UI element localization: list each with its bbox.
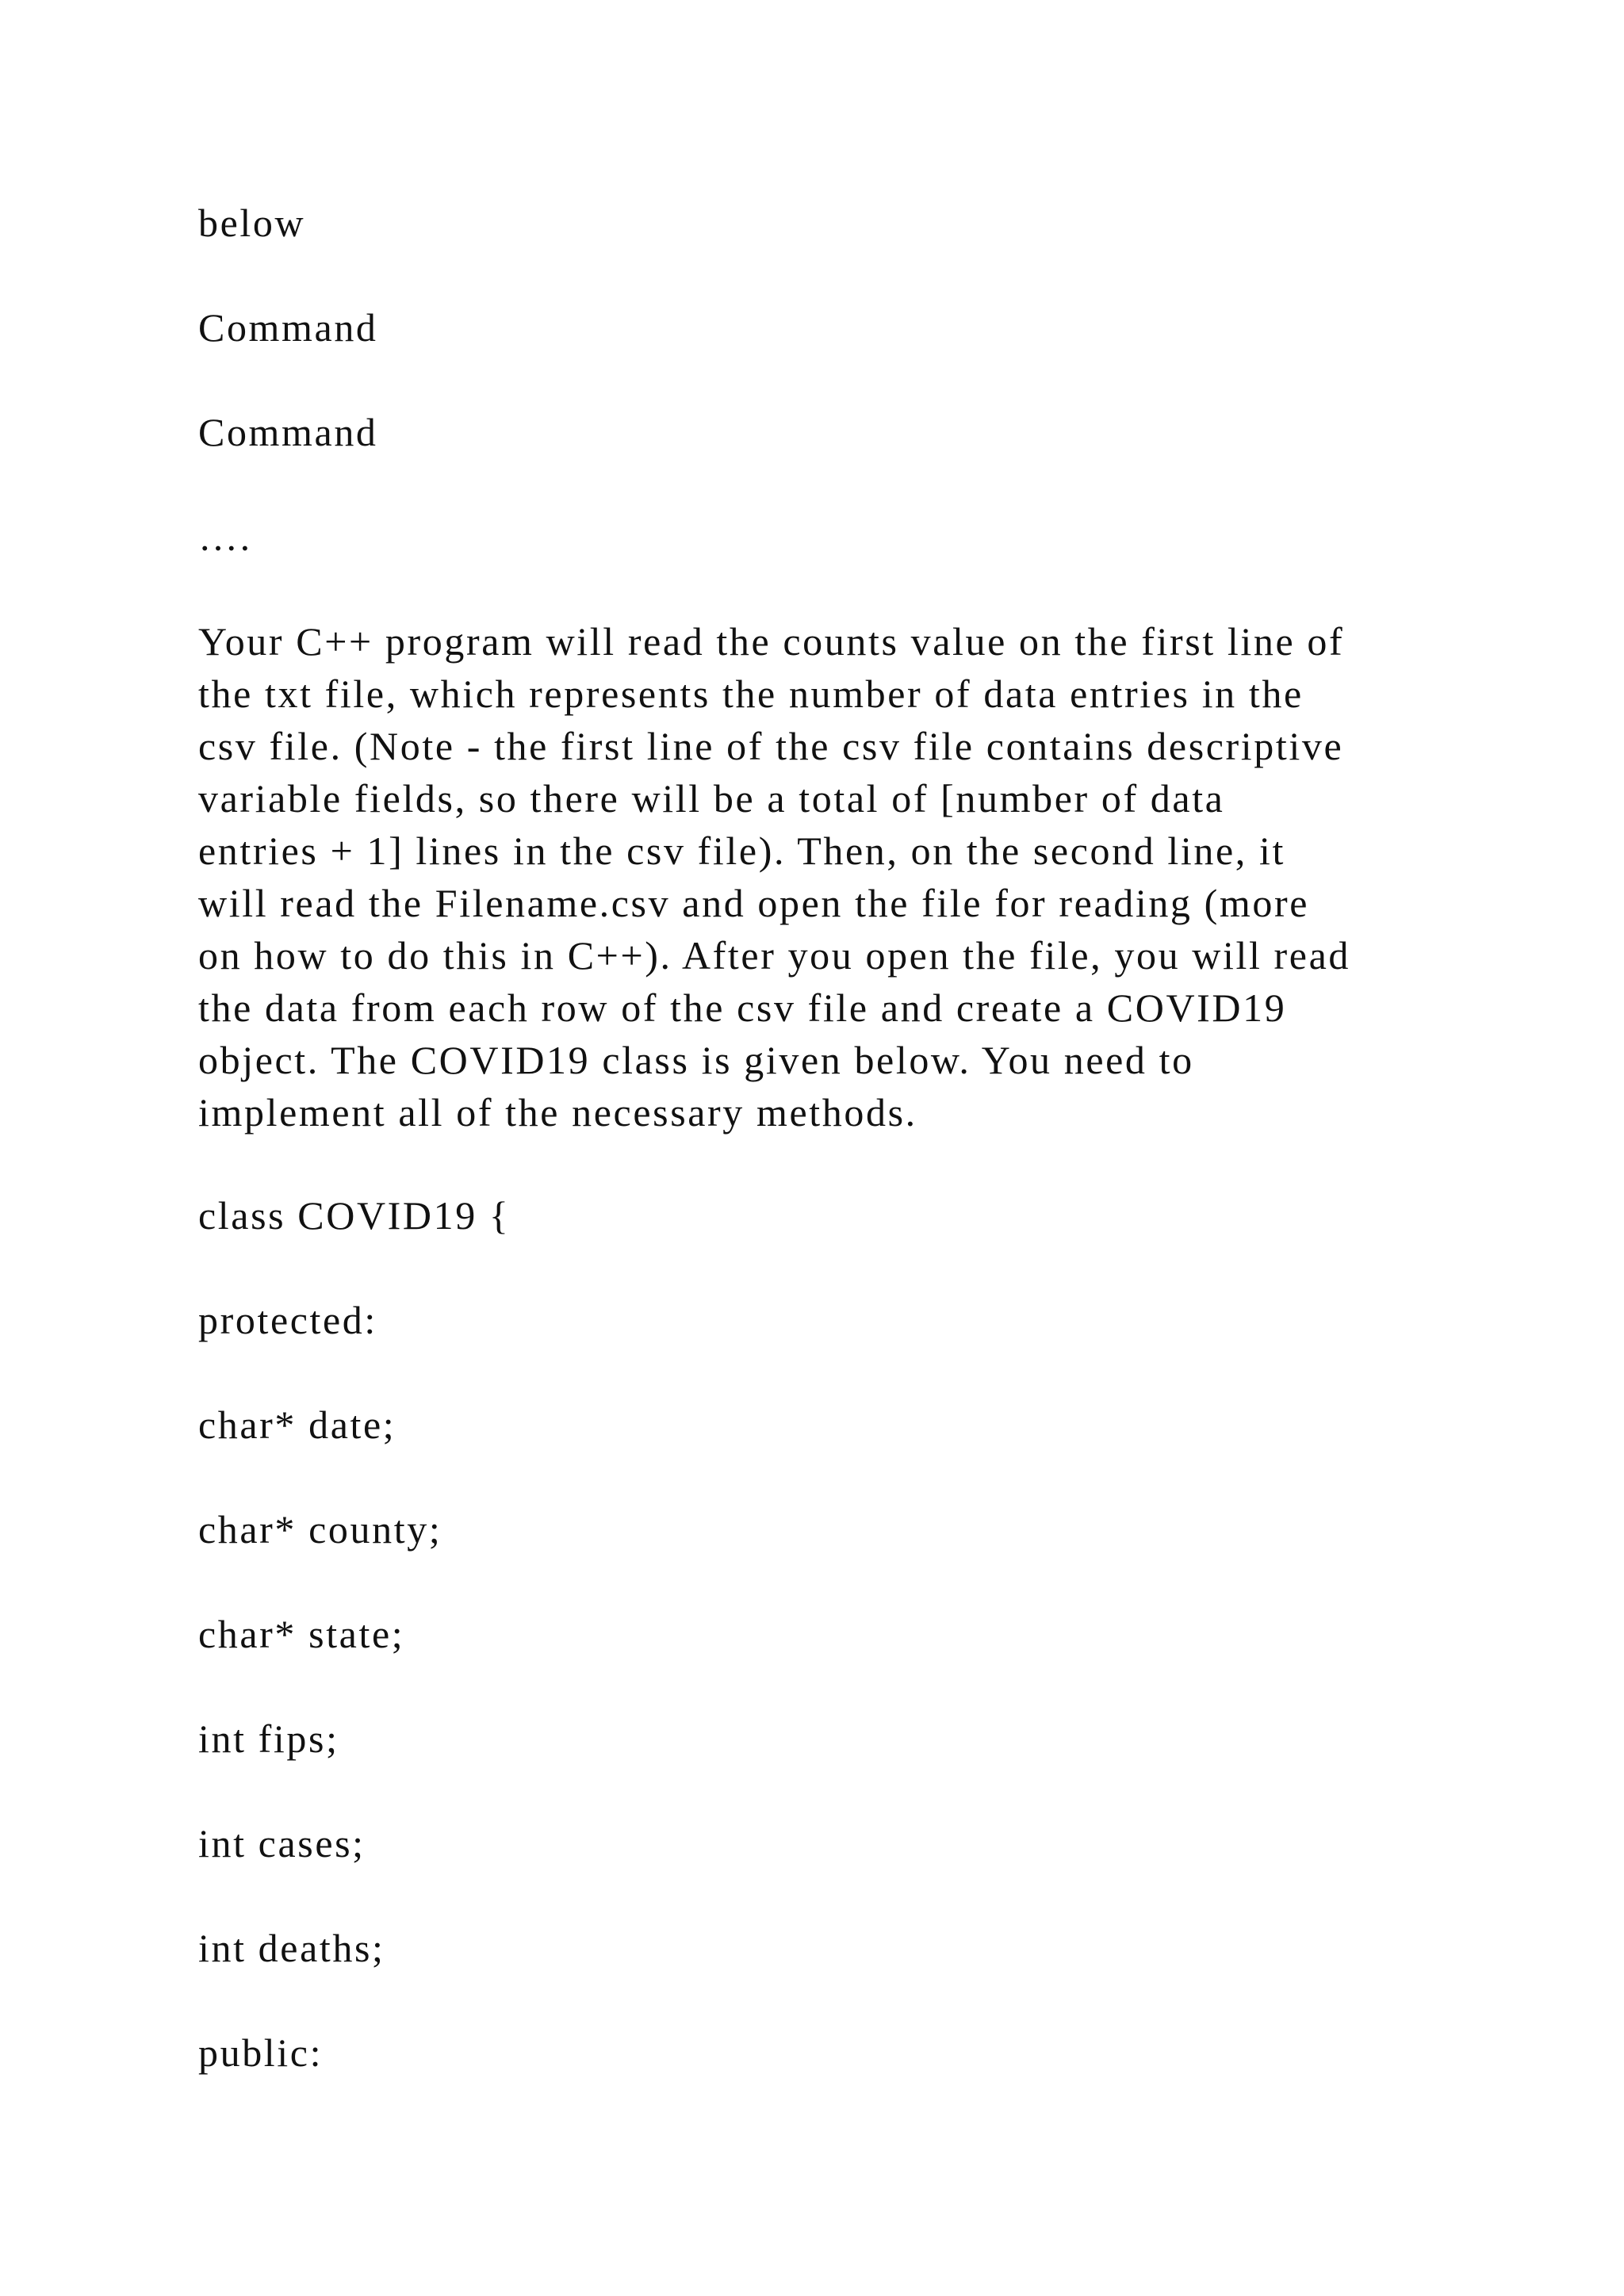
paragraph-line: entries + 1] lines in the csv file). Then, on the second line, it	[198, 828, 1285, 873]
paragraph-line: on how to do this in C++). After you open the file, you will read	[198, 933, 1350, 978]
paragraph-line: will read the Filename.csv and open the file for reading (more	[198, 881, 1310, 925]
code-line-class-decl: class COVID19 {	[198, 1193, 511, 1238]
paragraph-line: object. The COVID19 class is given below. You need to	[198, 1038, 1194, 1082]
paragraph-line: implement all of the necessary methods.	[198, 1090, 917, 1135]
code-line-state: char* state;	[198, 1612, 405, 1656]
paragraph-line: Your C++ program will read the counts value on the first line of	[198, 619, 1345, 664]
paragraph-line: the data from each row of the csv file and create a COVID19	[198, 985, 1287, 1030]
code-line-date: char* date;	[198, 1402, 396, 1447]
paragraph-line: the txt file, which represents the number of data entries in the	[198, 672, 1304, 716]
paragraph-line: csv file. (Note - the first line of the csv file contains descriptive	[198, 724, 1344, 768]
code-line-public: public:	[198, 2030, 324, 2075]
code-line-cases: int cases;	[198, 1821, 366, 1866]
text-line-ellipsis: ….	[198, 515, 252, 559]
code-line-county: char* county;	[198, 1507, 442, 1552]
code-line-deaths: int deaths;	[198, 1926, 385, 1970]
text-line-below: below	[198, 201, 306, 245]
code-line-fips: int fips;	[198, 1716, 339, 1761]
paragraph-line: variable fields, so there will be a total of [number of data	[198, 776, 1225, 821]
text-line-command-2: Command	[198, 410, 378, 454]
code-line-protected: protected:	[198, 1298, 377, 1342]
text-line-command-1: Command	[198, 305, 378, 350]
description-paragraph	[198, 615, 1435, 1138]
